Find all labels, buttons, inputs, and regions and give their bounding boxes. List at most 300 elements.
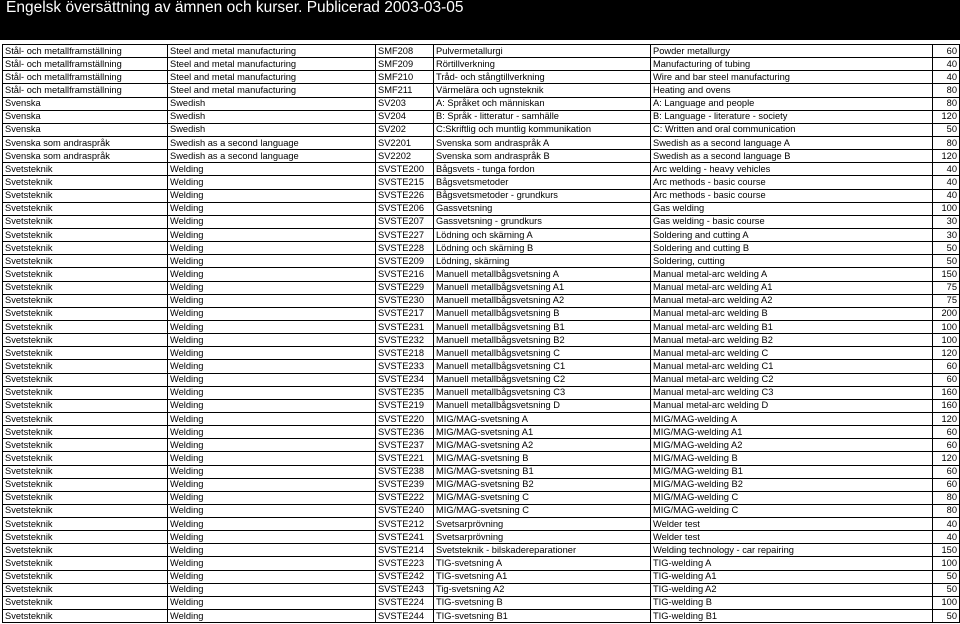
course-code-cell: SVSTE200 — [376, 163, 434, 176]
course-sv-cell: Svetsarprövning — [434, 531, 651, 544]
course-code-cell: SV2202 — [376, 150, 434, 163]
subject-en-cell: Steel and metal manufacturing — [168, 45, 376, 58]
subject-sv-cell: Svetsteknik — [3, 189, 168, 202]
subject-en-cell: Welding — [168, 189, 376, 202]
course-en-cell: TIG-welding B1 — [651, 610, 933, 623]
course-en-cell: Swedish as a second language B — [651, 150, 933, 163]
course-code-cell: SVSTE212 — [376, 518, 434, 531]
course-sv-cell: MIG/MAG-svetsning A2 — [434, 439, 651, 452]
course-sv-cell: A: Språket och människan — [434, 97, 651, 110]
points-cell: 200 — [933, 307, 960, 320]
course-sv-cell: Svetsarprövning — [434, 518, 651, 531]
course-sv-cell: Manuell metallbågsvetsning A1 — [434, 281, 651, 294]
subject-en-cell: Steel and metal manufacturing — [168, 71, 376, 84]
points-cell: 160 — [933, 399, 960, 412]
course-sv-cell: MIG/MAG-svetsning B1 — [434, 465, 651, 478]
course-code-cell: SVSTE233 — [376, 360, 434, 373]
course-code-cell: SMF210 — [376, 71, 434, 84]
table-row — [3, 504, 960, 517]
course-en-cell: Manual metal-arc welding A1 — [651, 281, 933, 294]
table-row — [3, 386, 960, 399]
table-row — [3, 478, 960, 491]
points-cell: 150 — [933, 544, 960, 557]
subject-sv-cell: Svetsteknik — [3, 268, 168, 281]
course-code-cell: SMF209 — [376, 58, 434, 71]
points-cell: 40 — [933, 189, 960, 202]
points-cell: 100 — [933, 320, 960, 333]
course-code-cell: SVSTE215 — [376, 176, 434, 189]
points-cell: 40 — [933, 531, 960, 544]
subject-sv-cell: Svetsteknik — [3, 570, 168, 583]
course-sv-cell: MIG/MAG-svetsning B2 — [434, 478, 651, 491]
points-cell: 120 — [933, 150, 960, 163]
points-cell: 80 — [933, 97, 960, 110]
course-sv-cell: Manuell metallbågsvetsning C — [434, 347, 651, 360]
course-code-cell: SVSTE244 — [376, 610, 434, 623]
table-row — [3, 97, 960, 110]
course-table-body — [3, 45, 960, 623]
subject-sv-cell: Svenska — [3, 123, 168, 136]
course-en-cell: MIG/MAG-welding B — [651, 452, 933, 465]
table-row — [3, 610, 960, 623]
course-en-cell: Arc methods - basic course — [651, 189, 933, 202]
course-en-cell: Soldering and cutting A — [651, 228, 933, 241]
subject-en-cell: Welding — [168, 360, 376, 373]
course-code-cell: SVSTE218 — [376, 347, 434, 360]
course-sv-cell: Bågsvets - tunga fordon — [434, 163, 651, 176]
table-row — [3, 228, 960, 241]
course-en-cell: TIG-welding A — [651, 557, 933, 570]
course-code-cell: SVSTE206 — [376, 202, 434, 215]
subject-sv-cell: Stål- och metallframställning — [3, 71, 168, 84]
subject-sv-cell: Svetsteknik — [3, 518, 168, 531]
subject-en-cell: Welding — [168, 610, 376, 623]
table-row — [3, 136, 960, 149]
course-en-cell: Manual metal-arc welding A — [651, 268, 933, 281]
subject-en-cell: Swedish as a second language — [168, 150, 376, 163]
table-row — [3, 334, 960, 347]
subject-en-cell: Welding — [168, 307, 376, 320]
subject-sv-cell: Svetsteknik — [3, 399, 168, 412]
course-code-cell: SVSTE231 — [376, 320, 434, 333]
course-code-cell: SVSTE224 — [376, 596, 434, 609]
subject-en-cell: Swedish — [168, 123, 376, 136]
course-en-cell: Manual metal-arc welding B2 — [651, 334, 933, 347]
course-en-cell: Welding technology - car repairing — [651, 544, 933, 557]
subject-sv-cell: Stål- och metallframställning — [3, 45, 168, 58]
table-row — [3, 360, 960, 373]
course-sv-cell: MIG/MAG-svetsning A — [434, 412, 651, 425]
course-code-cell: SVSTE229 — [376, 281, 434, 294]
course-code-cell: SVSTE226 — [376, 189, 434, 202]
course-en-cell: Arc welding - heavy vehicles — [651, 163, 933, 176]
subject-en-cell: Steel and metal manufacturing — [168, 84, 376, 97]
subject-sv-cell: Svetsteknik — [3, 242, 168, 255]
course-en-cell: Heating and ovens — [651, 84, 933, 97]
points-cell: 100 — [933, 334, 960, 347]
subject-sv-cell: Svetsteknik — [3, 439, 168, 452]
points-cell: 120 — [933, 110, 960, 123]
subject-sv-cell: Svetsteknik — [3, 583, 168, 596]
course-sv-cell: Gassvetsning — [434, 202, 651, 215]
subject-sv-cell: Svetsteknik — [3, 228, 168, 241]
course-en-cell: Wire and bar steel manufacturing — [651, 71, 933, 84]
subject-en-cell: Welding — [168, 255, 376, 268]
points-cell: 50 — [933, 242, 960, 255]
course-en-cell: C: Written and oral communication — [651, 123, 933, 136]
points-cell: 60 — [933, 426, 960, 439]
table-row — [3, 176, 960, 189]
points-cell: 30 — [933, 215, 960, 228]
points-cell: 60 — [933, 478, 960, 491]
course-sv-cell: Lödning och skärning A — [434, 228, 651, 241]
points-cell: 120 — [933, 412, 960, 425]
subject-en-cell: Welding — [168, 176, 376, 189]
subject-en-cell: Swedish as a second language — [168, 136, 376, 149]
points-cell: 50 — [933, 583, 960, 596]
subject-en-cell: Swedish — [168, 110, 376, 123]
course-sv-cell: Manuell metallbågsvetsning B — [434, 307, 651, 320]
subject-sv-cell: Svetsteknik — [3, 215, 168, 228]
course-en-cell: MIG/MAG-welding C — [651, 491, 933, 504]
table-row — [3, 281, 960, 294]
subject-en-cell: Welding — [168, 399, 376, 412]
table-row — [3, 202, 960, 215]
course-sv-cell: TIG-svetsning A — [434, 557, 651, 570]
course-sv-cell: TIG-svetsning B1 — [434, 610, 651, 623]
subject-sv-cell: Svetsteknik — [3, 596, 168, 609]
course-code-cell: SVSTE216 — [376, 268, 434, 281]
course-en-cell: Manual metal-arc welding C2 — [651, 373, 933, 386]
course-sv-cell: MIG/MAG-svetsning B — [434, 452, 651, 465]
points-cell: 100 — [933, 202, 960, 215]
subject-sv-cell: Svetsteknik — [3, 360, 168, 373]
course-code-cell: SV202 — [376, 123, 434, 136]
course-code-cell: SVSTE242 — [376, 570, 434, 583]
table-row — [3, 399, 960, 412]
points-cell: 120 — [933, 452, 960, 465]
course-en-cell: MIG/MAG-welding B2 — [651, 478, 933, 491]
subject-sv-cell: Svetsteknik — [3, 491, 168, 504]
table-row — [3, 426, 960, 439]
course-code-cell: SVSTE238 — [376, 465, 434, 478]
subject-en-cell: Welding — [168, 465, 376, 478]
table-row — [3, 596, 960, 609]
course-sv-cell: C:Skriftlig och muntlig kommunikation — [434, 123, 651, 136]
course-en-cell: Manual metal-arc welding B1 — [651, 320, 933, 333]
subject-sv-cell: Svetsteknik — [3, 504, 168, 517]
subject-en-cell: Welding — [168, 570, 376, 583]
subject-en-cell: Welding — [168, 320, 376, 333]
course-en-cell: Arc methods - basic course — [651, 176, 933, 189]
course-sv-cell: Tråd- och stångtillverkning — [434, 71, 651, 84]
course-en-cell: TIG-welding B — [651, 596, 933, 609]
course-sv-cell: MIG/MAG-svetsning A1 — [434, 426, 651, 439]
subject-en-cell: Welding — [168, 242, 376, 255]
course-en-cell: Manual metal-arc welding D — [651, 399, 933, 412]
points-cell: 40 — [933, 518, 960, 531]
course-code-cell: SVSTE209 — [376, 255, 434, 268]
course-sv-cell: MIG/MAG-svetsning C — [434, 504, 651, 517]
points-cell: 50 — [933, 570, 960, 583]
course-code-cell: SVSTE220 — [376, 412, 434, 425]
course-sv-cell: TIG-svetsning A1 — [434, 570, 651, 583]
course-sv-cell: Svenska som andraspråk B — [434, 150, 651, 163]
subject-sv-cell: Svetsteknik — [3, 294, 168, 307]
subject-sv-cell: Svetsteknik — [3, 412, 168, 425]
table-row — [3, 307, 960, 320]
course-en-cell: Powder metallurgy — [651, 45, 933, 58]
course-sv-cell: Manuell metallbågsvetsning B1 — [434, 320, 651, 333]
page-header — [0, 0, 960, 40]
subject-en-cell: Welding — [168, 478, 376, 491]
course-code-cell: SVSTE243 — [376, 583, 434, 596]
table-row — [3, 84, 960, 97]
course-sv-cell: Lödning och skärning B — [434, 242, 651, 255]
course-code-cell: SVSTE222 — [376, 491, 434, 504]
course-en-cell: TIG-welding A1 — [651, 570, 933, 583]
course-sv-cell: Rörtillverkning — [434, 58, 651, 71]
points-cell: 75 — [933, 281, 960, 294]
table-row — [3, 557, 960, 570]
points-cell: 60 — [933, 465, 960, 478]
table-row — [3, 373, 960, 386]
table-row — [3, 123, 960, 136]
subject-en-cell: Welding — [168, 228, 376, 241]
points-cell: 60 — [933, 360, 960, 373]
course-sv-cell: Manuell metallbågsvetsning A — [434, 268, 651, 281]
course-code-cell: SV203 — [376, 97, 434, 110]
subject-sv-cell: Svetsteknik — [3, 544, 168, 557]
points-cell: 160 — [933, 386, 960, 399]
course-en-cell: MIG/MAG-welding C — [651, 504, 933, 517]
course-sv-cell: Manuell metallbågsvetsning C3 — [434, 386, 651, 399]
subject-sv-cell: Svetsteknik — [3, 163, 168, 176]
subject-sv-cell: Svetsteknik — [3, 320, 168, 333]
course-code-cell: SVSTE221 — [376, 452, 434, 465]
course-code-cell: SVSTE219 — [376, 399, 434, 412]
table-row — [3, 439, 960, 452]
table-row — [3, 215, 960, 228]
subject-sv-cell: Svetsteknik — [3, 347, 168, 360]
points-cell: 40 — [933, 163, 960, 176]
course-sv-cell: Manuell metallbågsvetsning B2 — [434, 334, 651, 347]
table-row — [3, 58, 960, 71]
subject-sv-cell: Svetsteknik — [3, 478, 168, 491]
subject-en-cell: Welding — [168, 504, 376, 517]
course-en-cell: B: Language - literature - society — [651, 110, 933, 123]
subject-sv-cell: Svetsteknik — [3, 307, 168, 320]
subject-sv-cell: Svetsteknik — [3, 426, 168, 439]
table-row — [3, 45, 960, 58]
table-row — [3, 570, 960, 583]
course-sv-cell: Värmelära och ugnsteknik — [434, 84, 651, 97]
table-row — [3, 268, 960, 281]
subject-en-cell: Welding — [168, 439, 376, 452]
subject-sv-cell: Svetsteknik — [3, 202, 168, 215]
points-cell: 50 — [933, 255, 960, 268]
course-sv-cell: Bågsvetsmetoder — [434, 176, 651, 189]
points-cell: 80 — [933, 491, 960, 504]
subject-en-cell: Welding — [168, 163, 376, 176]
table-row — [3, 491, 960, 504]
course-code-cell: SVSTE232 — [376, 334, 434, 347]
subject-en-cell: Welding — [168, 583, 376, 596]
course-en-cell: Soldering and cutting B — [651, 242, 933, 255]
subject-sv-cell: Svetsteknik — [3, 373, 168, 386]
points-cell: 40 — [933, 176, 960, 189]
course-en-cell: Soldering, cutting — [651, 255, 933, 268]
subject-sv-cell: Svetsteknik — [3, 531, 168, 544]
course-sv-cell: MIG/MAG-svetsning C — [434, 491, 651, 504]
subject-en-cell: Welding — [168, 557, 376, 570]
subject-sv-cell: Svetsteknik — [3, 465, 168, 478]
course-en-cell: Welder test — [651, 531, 933, 544]
table-row — [3, 71, 960, 84]
subject-en-cell: Welding — [168, 452, 376, 465]
points-cell: 80 — [933, 84, 960, 97]
subject-sv-cell: Svenska — [3, 110, 168, 123]
subject-sv-cell: Svetsteknik — [3, 334, 168, 347]
points-cell: 30 — [933, 228, 960, 241]
course-en-cell: MIG/MAG-welding A2 — [651, 439, 933, 452]
subject-sv-cell: Svenska — [3, 97, 168, 110]
table-row — [3, 465, 960, 478]
course-en-cell: Manual metal-arc welding B — [651, 307, 933, 320]
course-code-cell: SVSTE237 — [376, 439, 434, 452]
points-cell: 80 — [933, 504, 960, 517]
subject-sv-cell: Svetsteknik — [3, 255, 168, 268]
table-row — [3, 518, 960, 531]
course-en-cell: Welder test — [651, 518, 933, 531]
course-code-cell: SMF211 — [376, 84, 434, 97]
course-code-cell: SVSTE236 — [376, 426, 434, 439]
points-cell: 50 — [933, 123, 960, 136]
points-cell: 40 — [933, 58, 960, 71]
subject-en-cell: Swedish — [168, 97, 376, 110]
course-code-cell: SVSTE241 — [376, 531, 434, 544]
subject-sv-cell: Svetsteknik — [3, 176, 168, 189]
table-row — [3, 110, 960, 123]
table-row — [3, 189, 960, 202]
course-table — [2, 44, 960, 623]
points-cell: 75 — [933, 294, 960, 307]
points-cell: 60 — [933, 45, 960, 58]
table-row — [3, 294, 960, 307]
subject-en-cell: Welding — [168, 347, 376, 360]
course-en-cell: A: Language and people — [651, 97, 933, 110]
table-row — [3, 452, 960, 465]
subject-en-cell: Welding — [168, 294, 376, 307]
course-code-cell: SVSTE228 — [376, 242, 434, 255]
course-code-cell: SMF208 — [376, 45, 434, 58]
course-en-cell: TIG-welding A2 — [651, 583, 933, 596]
course-code-cell: SV204 — [376, 110, 434, 123]
subject-en-cell: Steel and metal manufacturing — [168, 58, 376, 71]
subject-sv-cell: Svetsteknik — [3, 281, 168, 294]
subject-en-cell: Welding — [168, 281, 376, 294]
subject-en-cell: Welding — [168, 491, 376, 504]
page-title: Engelsk översättning av ämnen och kurser. Publicerad 2003-03-05 — [6, 0, 464, 16]
subject-sv-cell: Svenska som andraspråk — [3, 150, 168, 163]
course-sv-cell: Tig-svetsning A2 — [434, 583, 651, 596]
table-row — [3, 544, 960, 557]
table-row — [3, 412, 960, 425]
course-code-cell: SVSTE235 — [376, 386, 434, 399]
course-en-cell: Gas welding - basic course — [651, 215, 933, 228]
points-cell: 80 — [933, 136, 960, 149]
course-sv-cell: Manuell metallbågsvetsning A2 — [434, 294, 651, 307]
subject-en-cell: Welding — [168, 202, 376, 215]
course-code-cell: SVSTE227 — [376, 228, 434, 241]
points-cell: 100 — [933, 557, 960, 570]
subject-en-cell: Welding — [168, 426, 376, 439]
subject-sv-cell: Svetsteknik — [3, 610, 168, 623]
course-sv-cell: Bågsvetsmetoder - grundkurs — [434, 189, 651, 202]
subject-en-cell: Welding — [168, 544, 376, 557]
course-sv-cell: Svetsteknik - bilskadereparationer — [434, 544, 651, 557]
course-code-cell: SVSTE217 — [376, 307, 434, 320]
table-row — [3, 163, 960, 176]
subject-sv-cell: Stål- och metallframställning — [3, 84, 168, 97]
points-cell: 150 — [933, 268, 960, 281]
points-cell: 40 — [933, 71, 960, 84]
subject-en-cell: Welding — [168, 596, 376, 609]
subject-en-cell: Welding — [168, 412, 376, 425]
course-code-cell: SV2201 — [376, 136, 434, 149]
table-row — [3, 347, 960, 360]
course-en-cell: Manual metal-arc welding A2 — [651, 294, 933, 307]
subject-sv-cell: Svetsteknik — [3, 557, 168, 570]
subject-en-cell: Welding — [168, 334, 376, 347]
points-cell: 120 — [933, 347, 960, 360]
points-cell: 100 — [933, 596, 960, 609]
course-code-cell: SVSTE230 — [376, 294, 434, 307]
table-row — [3, 255, 960, 268]
points-cell: 60 — [933, 373, 960, 386]
course-en-cell: Manual metal-arc welding C3 — [651, 386, 933, 399]
course-en-cell: MIG/MAG-welding B1 — [651, 465, 933, 478]
course-en-cell: Manual metal-arc welding C1 — [651, 360, 933, 373]
points-cell: 50 — [933, 610, 960, 623]
course-sv-cell: Manuell metallbågsvetsning D — [434, 399, 651, 412]
subject-sv-cell: Stål- och metallframställning — [3, 58, 168, 71]
points-cell: 60 — [933, 439, 960, 452]
table-row — [3, 242, 960, 255]
subject-en-cell: Welding — [168, 386, 376, 399]
course-en-cell: MIG/MAG-welding A1 — [651, 426, 933, 439]
table-row — [3, 320, 960, 333]
course-en-cell: Gas welding — [651, 202, 933, 215]
subject-en-cell: Welding — [168, 531, 376, 544]
subject-sv-cell: Svetsteknik — [3, 452, 168, 465]
course-code-cell: SVSTE207 — [376, 215, 434, 228]
course-code-cell: SVSTE234 — [376, 373, 434, 386]
course-sv-cell: Manuell metallbågsvetsning C2 — [434, 373, 651, 386]
subject-en-cell: Welding — [168, 518, 376, 531]
subject-sv-cell: Svenska som andraspråk — [3, 136, 168, 149]
course-code-cell: SVSTE239 — [376, 478, 434, 491]
course-en-cell: Swedish as a second language A — [651, 136, 933, 149]
table-row — [3, 150, 960, 163]
course-sv-cell: Pulvermetallurgi — [434, 45, 651, 58]
course-code-cell: SVSTE240 — [376, 504, 434, 517]
course-en-cell: Manual metal-arc welding C — [651, 347, 933, 360]
subject-sv-cell: Svetsteknik — [3, 386, 168, 399]
table-row — [3, 583, 960, 596]
course-en-cell: Manufacturing of tubing — [651, 58, 933, 71]
course-code-cell: SVSTE214 — [376, 544, 434, 557]
